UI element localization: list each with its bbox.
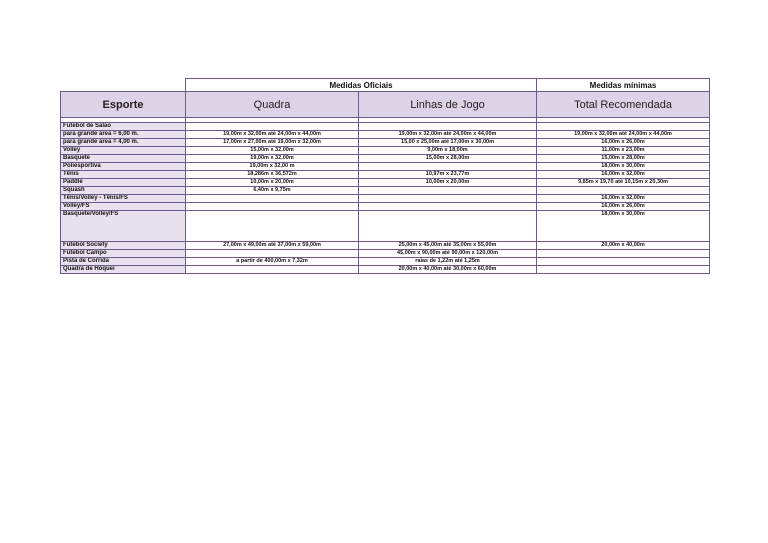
measurement-cell: 15,00 x 25,00m até 17,00m x 30,00m xyxy=(359,139,537,147)
measurement-cell: 10,00m x 20,00m xyxy=(186,179,359,187)
sport-name-cell: para grande área = 4,00 m. xyxy=(61,139,186,147)
measurement-cell: 20,00m x 40,00m até 30,00m x 60,00m xyxy=(359,266,537,274)
measurement-cell: 19,00m x 32,00 m xyxy=(186,163,359,171)
table-row xyxy=(61,155,710,163)
measurement-cell xyxy=(186,266,359,274)
sport-name-cell: Tênis/Volley - Tênis/FS xyxy=(61,195,186,203)
sport-name-cell: Futebol de Salão xyxy=(61,123,186,131)
measurement-cell xyxy=(537,123,710,131)
table-row xyxy=(61,203,710,211)
sport-name-cell: Quadra de Hóquei xyxy=(61,266,186,274)
measurement-cell xyxy=(359,211,537,242)
table-row xyxy=(61,123,710,131)
table-row xyxy=(61,242,710,250)
measurement-cell xyxy=(537,258,710,266)
measurement-cell: 11,00m x 23,00m xyxy=(537,147,710,155)
measurement-cell: 16,00m x 32,00m xyxy=(537,195,710,203)
measurement-cell: 18,00m x 30,00m xyxy=(537,211,710,242)
column-header-esporte: Esporte xyxy=(61,92,186,118)
measurement-cell xyxy=(537,187,710,195)
group-header-minimas: Medidas mínimas xyxy=(537,79,710,92)
measurement-cell xyxy=(359,187,537,195)
measurement-cell: raias de 1,22m até 1,25m xyxy=(359,258,537,266)
measurement-cell: 15,00m x 28,00m xyxy=(359,155,537,163)
group-header-oficiais: Medidas Oficiais xyxy=(186,79,537,92)
measurement-cell: 18,00m x 30,00m xyxy=(537,163,710,171)
measurement-cell: 19,00m x 32,00m até 24,00m x 44,00m xyxy=(537,131,710,139)
sport-name-cell: Poliesportiva xyxy=(61,163,186,171)
measurement-cell: 17,00m x 27,00m até 19,00m x 32,00m xyxy=(186,139,359,147)
table-row xyxy=(61,258,710,266)
measurement-cell: 19,00m x 32,00m xyxy=(186,155,359,163)
sport-name-cell: Tênis xyxy=(61,171,186,179)
measurement-cell xyxy=(537,250,710,258)
sport-name-cell: Basquete/Volley/FS xyxy=(61,211,186,242)
measurements-sheet xyxy=(60,78,709,274)
measurement-cell xyxy=(359,163,537,171)
table-row xyxy=(61,250,710,258)
table-row xyxy=(61,179,710,187)
sport-name-cell: Pista de Corrida xyxy=(61,258,186,266)
measurement-cell: 16,00m x 26,00m xyxy=(537,139,710,147)
measurement-cell xyxy=(359,123,537,131)
table-row xyxy=(61,163,710,171)
measurement-cell: 10,97m x 23,77m xyxy=(359,171,537,179)
measurement-cell: 45,00m x 90,00m até 90,00m x 120,00m xyxy=(359,250,537,258)
column-header-row xyxy=(61,92,710,118)
table-row xyxy=(61,131,710,139)
measurement-cell: 20,00m x 40,00m xyxy=(537,242,710,250)
measurement-cell: 15,00m x 28,00m xyxy=(537,155,710,163)
measurement-cell xyxy=(537,266,710,274)
measurement-cell: 18,286m x 36,572m xyxy=(186,171,359,179)
sport-name-cell: Volley/FS xyxy=(61,203,186,211)
table-body xyxy=(61,123,710,274)
measurement-cell xyxy=(186,195,359,203)
measurement-cell xyxy=(186,250,359,258)
sports-dimensions-table xyxy=(60,78,710,274)
sport-name-cell: Volley xyxy=(61,147,186,155)
sport-name-cell: Squash xyxy=(61,187,186,195)
group-header-row xyxy=(61,79,710,92)
table-row xyxy=(61,211,710,242)
table-row xyxy=(61,171,710,179)
measurement-cell: 19,00m x 32,00m até 24,00m x 44,00m xyxy=(186,131,359,139)
column-header-quadra: Quadra xyxy=(186,92,359,118)
measurement-cell: 9,00m x 18,00m xyxy=(359,147,537,155)
sport-name-cell: para grande área = 6,00 m. xyxy=(61,131,186,139)
measurement-cell: 16,00m x 26,00m xyxy=(537,203,710,211)
measurement-cell xyxy=(186,203,359,211)
sport-name-cell: Basquete xyxy=(61,155,186,163)
measurement-cell xyxy=(186,211,359,242)
sport-name-cell: Futebol Society xyxy=(61,242,186,250)
sport-name-cell: Futebol Campo xyxy=(61,250,186,258)
table-row xyxy=(61,139,710,147)
measurement-cell: 25,00m x 45,00m até 35,00m x 55,00m xyxy=(359,242,537,250)
group-header-blank xyxy=(61,79,186,92)
measurement-cell: a partir de 400,00m x 7,32m xyxy=(186,258,359,266)
measurement-cell: 6,40m x 9,75m xyxy=(186,187,359,195)
measurement-cell xyxy=(359,203,537,211)
measurement-cell: 9,85m x 19,70 até 10,15m x 20,30m xyxy=(537,179,710,187)
measurement-cell: 10,00m x 20,00m xyxy=(359,179,537,187)
column-header-linhas: Linhas de Jogo xyxy=(359,92,537,118)
measurement-cell: 16,00m x 32,00m xyxy=(537,171,710,179)
measurement-cell: 27,00m x 49,00m até 37,00m x 59,00m xyxy=(186,242,359,250)
table-row xyxy=(61,266,710,274)
column-header-total: Total Recomendada xyxy=(537,92,710,118)
measurement-cell: 15,00m x 32,00m xyxy=(186,147,359,155)
table-row xyxy=(61,195,710,203)
table-row xyxy=(61,187,710,195)
measurement-cell xyxy=(186,123,359,131)
measurement-cell: 19,00m x 32,00m até 24,00m x 44,00m xyxy=(359,131,537,139)
table-row xyxy=(61,147,710,155)
sport-name-cell: Paddle xyxy=(61,179,186,187)
measurement-cell xyxy=(359,195,537,203)
